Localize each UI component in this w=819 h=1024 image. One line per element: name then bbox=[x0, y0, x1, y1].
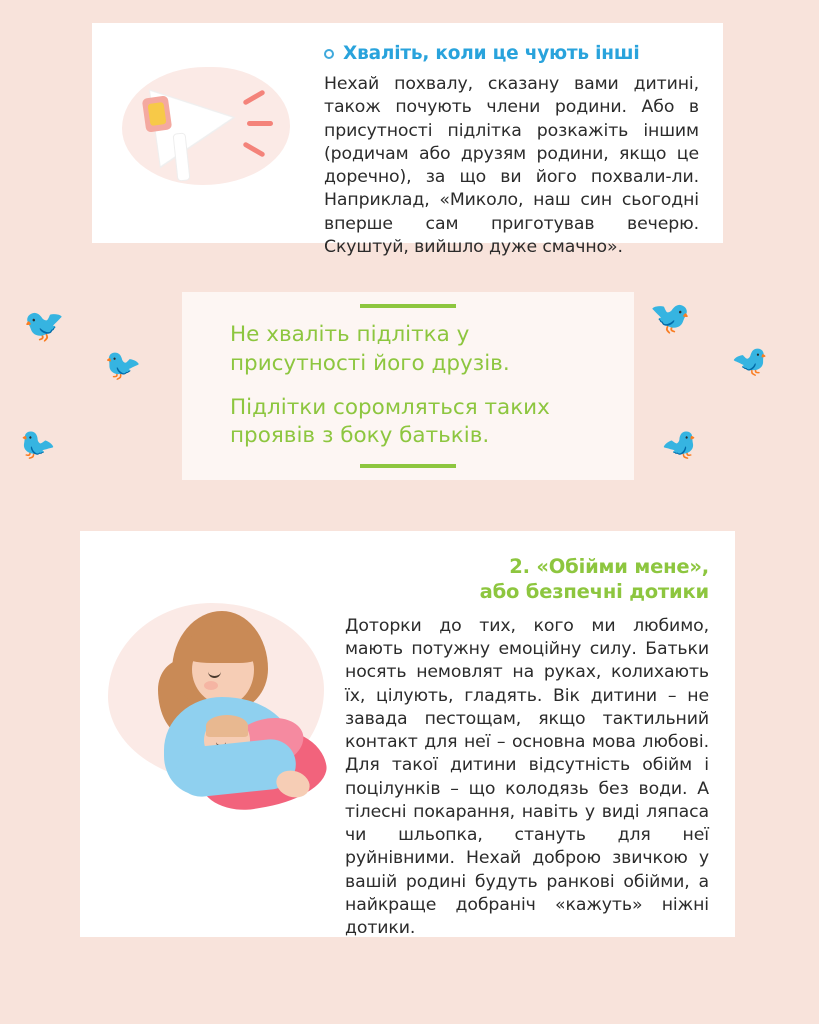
mother-cheek bbox=[204, 681, 218, 690]
megaphone-button bbox=[148, 102, 167, 126]
bird-icon: 🐦 bbox=[101, 346, 144, 387]
circle-bullet-icon bbox=[324, 49, 334, 59]
quote-line-2: Підлітки соромляться таких проявів з боку батьків. bbox=[230, 395, 550, 449]
card-praise-text bbox=[320, 23, 723, 257]
card-praise-heading bbox=[324, 43, 699, 64]
card-hugs bbox=[80, 531, 735, 937]
divider-bottom bbox=[360, 464, 456, 468]
card-hugs-title bbox=[345, 555, 709, 605]
sound-ray-icon bbox=[247, 121, 273, 126]
bird-icon: 🐦 bbox=[644, 293, 695, 341]
baby-hair bbox=[206, 715, 248, 737]
mother-and-baby-illustration bbox=[80, 531, 345, 937]
card-praise-body: Нехай похвалу, сказану вами дитині, також почують члени родини. Або в присутності підлітка розкажіть іншим (родичам або друзям родини, якщо це доречно), за що ви його похвали-ли. Наприклад, «Миколо, наш син сьогодні вперше сам приготував вечерю. Скуштуй, вийшло дуже смачно». bbox=[324, 74, 699, 257]
quote-line-1: Не хваліть підлітка у присутності його друзів. bbox=[230, 322, 510, 376]
callout-quote bbox=[182, 292, 634, 480]
card-hugs-title-line-1: 2. «Обійми мене», bbox=[509, 555, 709, 578]
megaphone-illustration bbox=[92, 23, 320, 243]
bird-icon: 🐦 bbox=[657, 424, 704, 469]
bird-icon: 🐦 bbox=[729, 342, 772, 383]
bird-icon: 🐦 bbox=[20, 301, 71, 349]
divider-top bbox=[360, 304, 456, 308]
card-praise bbox=[92, 23, 723, 257]
card-hugs-body: Доторки до тих, кого ми любимо, мають потужну емоційну силу. Батьки носять немовлят на руках, колихають їх, цілують, гладять. Вік дитини – не завада пестощам, якщо тактильний контакт для неї – основна мова любові. Для такої дитини відсутність обійм і поцілунків – що колодязь без води. А тілесні покарання, навіть у виді ляпаса чи шльопка, стануть для неї руйнівними. Нехай доброю звичкою у вашій родині будуть ранкові обійми, а найкраще добраніч «кажуть» ніжні дотики. bbox=[345, 615, 709, 939]
card-hugs-title-line-2: або безпечні дотики bbox=[479, 579, 709, 603]
card-hugs-text bbox=[345, 531, 735, 937]
card-praise-title: Хваліть, коли це чують інші bbox=[343, 43, 640, 64]
bird-icon: 🐦 bbox=[13, 424, 61, 469]
